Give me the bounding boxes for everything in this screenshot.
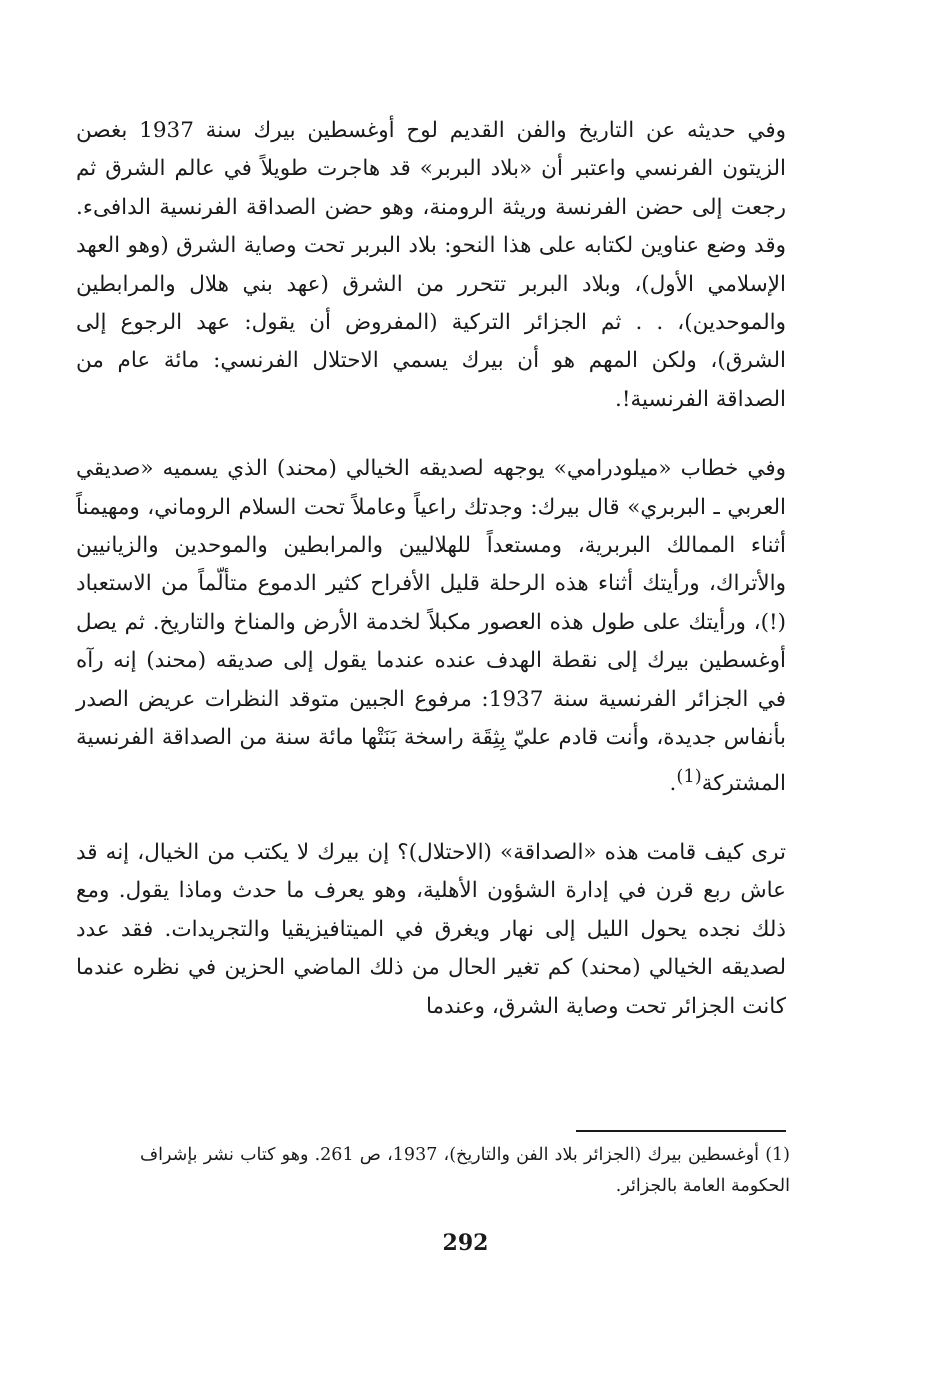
footnote-separator <box>576 1130 786 1132</box>
paragraph-2 <box>76 450 786 803</box>
footnote: (1) أوغسطين بيرك (الجزائر بلاد الفن والتاريخ)، 1937، ص 261. وهو كتاب نشر بإشراف الحكومة العامة بالجزائر. <box>140 1145 790 1196</box>
paragraph-3: ترى كيف قامت هذه «الصداقة» (الاحتلال)؟ إن بيرك لا يكتب من الخيال، إنه قد عاش ربع قرن في إدارة الشؤون الأهلية، وهو يعرف ما حدث وماذا يقول. ومع ذلك نجده يحول الليل إلى نهار ويغرق في الميتافيزيقيا والتجريدات. فقد عدد لصديقه الخيالي (محند) كم تغير الحال من ذلك الماضي الحزين في نظره عندما كانت الجزائر تحت وصاية الشرق، وعندما <box>76 840 786 1019</box>
paragraph-1: وفي حديثه عن التاريخ والفن القديم لوح أوغسطين بيرك سنة 1937 بغصن الزيتون الفرنسي واعتبر أن «بلاد البربر» قد هاجرت طويلاً في عالم الشرق ثم رجعت إلى حضن الفرنسة وريثة الرومنة، وهو حضن الصداقة الفرنسية الدافىء. وقد وضع عناوين لكتابه على هذا النحو: بلاد البربر تحت وصاية الشرق (وهو العهد الإسلامي الأول)، وبلاد البربر تتحرر من الشرق (عهد بني هلال والمرابطين والموحدين)، . . ثم الجزائر التركية (المفروض أن يقول: عهد الرجوع إلى الشرق)، ولكن المهم هو أن بيرك يسمي الاحتلال الفرنسي: مائة عام من الصداقة الفرنسية!. <box>76 118 786 412</box>
paragraph-2-end: . <box>669 770 677 796</box>
main-text <box>76 112 786 1057</box>
footnote-reference: (1) <box>676 765 702 787</box>
paragraph-2-text: وفي خطاب «ميلودرامي» يوجهه لصديقه الخيالي (محند) الذي يسميه «صديقي العربي ـ البربري» قال بيرك: وجدتك راعياً وعاملاً تحت السلام الروماني، ومهيمناً أثناء الممالك البربرية، ومستعداً للهلاليين والمرابطين والموحدين والزيانيين والأتراك، ورأيتك أثناء هذه الرحلة قليل الأفراح كثير الدموع متألّماً من الاستعباد (!)، ورأيتك على طول هذه العصور مكبلاً لخدمة الأرض والمناخ والتاريخ. ثم يصل أوغسطين بيرك إلى نقطة الهدف عنده عندما يقول إلى صديقه (محند) إنه رآه في الجزائر الفرنسية سنة 1937: مرفوع الجبين متوقد النظرات عريض الصدر بأنفاس جديدة، وأنت قادم عليّ بِثِقَة راسخة بَنَتْها مائة سنة من الصداقة الفرنسية المشتركة <box>76 456 787 796</box>
page-number: 292 <box>442 1230 489 1256</box>
